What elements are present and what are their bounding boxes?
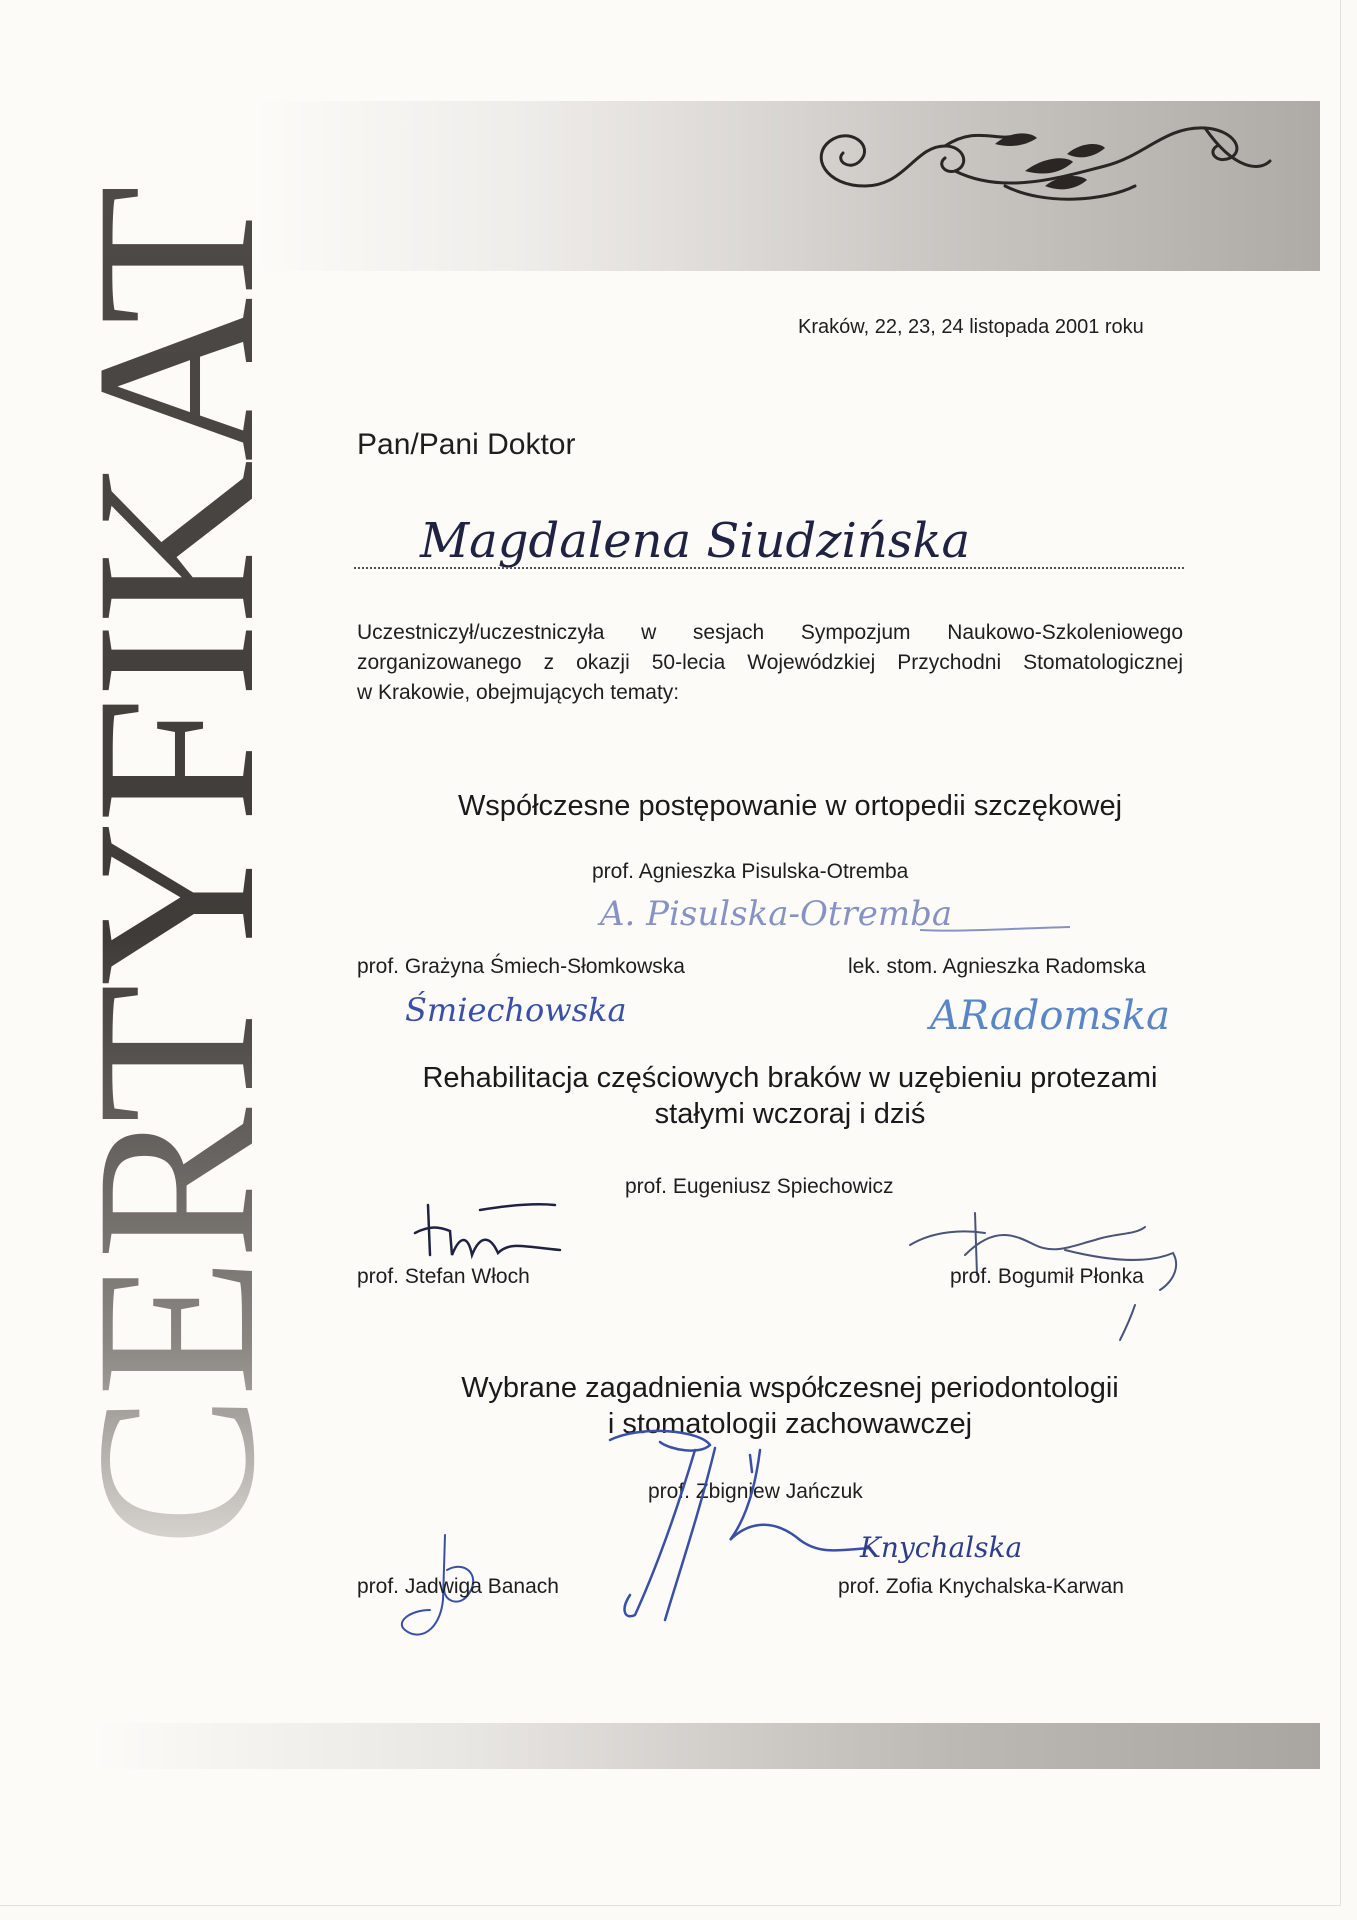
- svg-text:ARadomska: ARadomska: [930, 993, 1170, 1039]
- session-1-speaker-pisulska: prof. Agnieszka Pisulska-Otremba: [592, 860, 909, 883]
- session-3-speaker-janczuk: prof. Zbigniew Jańczuk: [648, 1480, 863, 1503]
- session-2-title-line-1: Rehabilitacja częściowych braków w uzębieniu protezami: [422, 1062, 1158, 1094]
- session-2-title: [300, 1060, 1280, 1132]
- signature-knychalska: [860, 1525, 1060, 1570]
- session-3-speaker-knychalska: prof. Zofia Knychalska-Karwan: [838, 1575, 1124, 1598]
- certificate-title: CERTYFIKAT: [49, 187, 302, 1547]
- recipient-name-handwriting: [420, 505, 1020, 575]
- certificate-title-vertical: [49, 82, 302, 1652]
- body-line-1: Uczestniczył/uczestniczyła w sesjach Sympozjum Naukowo-Szkoleniowego: [357, 621, 1183, 644]
- signature-pisulska: [600, 885, 1080, 945]
- session-2-speaker-wloch: prof. Stefan Włoch: [357, 1265, 530, 1288]
- ornament-flourish-icon: [805, 116, 1275, 216]
- svg-text:Magdalena Siudzińska: Magdalena Siudzińska: [420, 513, 971, 569]
- session-3-speaker-banach: prof. Jadwiga Banach: [357, 1575, 559, 1598]
- salutation: Pan/Pani Doktor: [357, 428, 576, 461]
- session-1-speaker-radomska: lek. stom. Agnieszka Radomska: [848, 955, 1146, 978]
- session-1-title: Współczesne postępowanie w ortopedii szczękowej: [457, 790, 1123, 822]
- session-1-speaker-smiech: prof. Grażyna Śmiech-Słomkowska: [357, 955, 685, 978]
- session-3-title-line-2: i stomatologii zachowawczej: [607, 1408, 973, 1440]
- body-line-3: w Krakowie, obejmujących tematy:: [357, 681, 680, 704]
- session-3-title-line-1: Wybrane zagadnienia współczesnej periodontologii: [461, 1372, 1119, 1404]
- svg-text:A. Pisulska-Otremba: A. Pisulska-Otremba: [600, 894, 953, 934]
- signature-radomska: [930, 985, 1170, 1045]
- date-line: Kraków, 22, 23, 24 listopada 2001 roku: [798, 316, 1144, 338]
- session-2-speaker-plonka: prof. Bogumił Płonka: [950, 1265, 1144, 1288]
- body-line-2: zorganizowanego z okazji 50-lecia Wojewódzkiej Przychodni Stomatologicznej: [357, 651, 1183, 674]
- svg-text:Śmiechowska: Śmiechowska: [405, 991, 627, 1029]
- session-2-title-line-2: stałymi wczoraj i dziś: [654, 1098, 926, 1130]
- recipient-dotted-line: [354, 567, 1184, 569]
- signature-wloch: [410, 1195, 580, 1265]
- session-2-speaker-spiechowicz: prof. Eugeniusz Spiechowicz: [625, 1175, 894, 1198]
- bottom-decorative-band: [95, 1723, 1320, 1769]
- signature-smiech: [405, 985, 665, 1035]
- body-paragraph: [357, 618, 1183, 708]
- svg-text:Knychalska: Knychalska: [860, 1531, 1023, 1564]
